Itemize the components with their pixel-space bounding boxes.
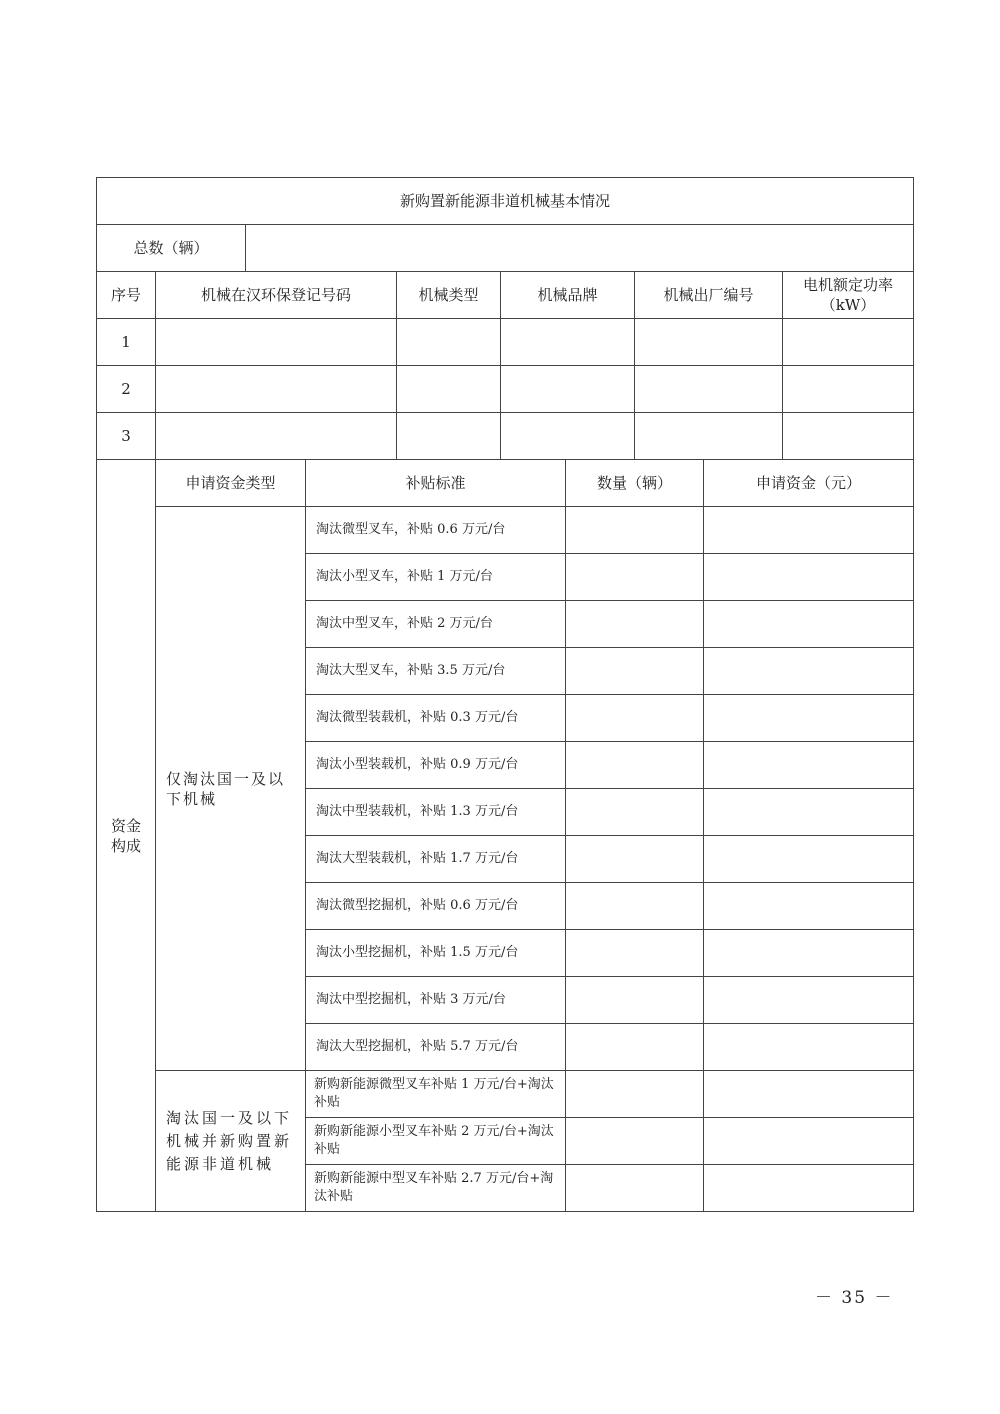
quantity-cell[interactable] <box>566 930 704 977</box>
reg-number-cell[interactable] <box>156 319 397 366</box>
subsidy-text: 新购新能源小型叉车补贴 2 万元/台+淘汰补贴 <box>314 1124 554 1157</box>
amount-cell[interactable] <box>704 742 914 789</box>
amount-cell[interactable] <box>704 930 914 977</box>
total-label: 总数（辆） <box>97 225 246 272</box>
header-index: 序号 <box>97 272 156 319</box>
group2-text: 淘汰国一及以下机械并新购置新能源非道机械 <box>166 1108 293 1173</box>
subsidy-standard <box>306 1165 566 1212</box>
table-row <box>97 319 914 366</box>
quantity-cell[interactable] <box>566 883 704 930</box>
subsidy-standard: 淘汰中型叉车，补贴 2 万元/台 <box>306 601 566 648</box>
power-cell[interactable] <box>783 366 914 413</box>
serial-cell[interactable] <box>635 319 783 366</box>
brand-cell[interactable] <box>501 319 635 366</box>
row-index: 3 <box>97 413 156 460</box>
brand-cell[interactable] <box>501 413 635 460</box>
fund-label-text: 资金构成 <box>110 816 141 855</box>
subsidy-standard: 淘汰微型装载机，补贴 0.3 万元/台 <box>306 695 566 742</box>
amount-cell[interactable] <box>704 1024 914 1071</box>
subsidy-standard: 淘汰小型挖掘机，补贴 1.5 万元/台 <box>306 930 566 977</box>
quantity-cell[interactable] <box>566 977 704 1024</box>
table-title: 新购置新能源非道机械基本情况 <box>97 178 914 225</box>
type-cell[interactable] <box>397 413 501 460</box>
quantity-cell[interactable] <box>566 554 704 601</box>
serial-cell[interactable] <box>635 366 783 413</box>
quantity-cell[interactable] <box>566 1165 704 1212</box>
amount-cell[interactable] <box>704 883 914 930</box>
subsidy-standard <box>306 1071 566 1118</box>
amount-cell[interactable] <box>704 1165 914 1212</box>
subsidy-standard <box>306 1118 566 1165</box>
subsidy-standard: 淘汰小型装载机，补贴 0.9 万元/台 <box>306 742 566 789</box>
amount-cell[interactable] <box>704 507 914 554</box>
quantity-cell[interactable] <box>566 1024 704 1071</box>
type-cell[interactable] <box>397 319 501 366</box>
brand-cell[interactable] <box>501 366 635 413</box>
amount-cell[interactable] <box>704 601 914 648</box>
reg-number-cell[interactable] <box>156 366 397 413</box>
row-index: 1 <box>97 319 156 366</box>
subsidy-text: 新购新能源中型叉车补贴 2.7 万元/台+淘汰补贴 <box>314 1171 554 1204</box>
amount-cell[interactable] <box>704 554 914 601</box>
amount-cell[interactable] <box>704 789 914 836</box>
subsidy-standard: 淘汰中型挖掘机，补贴 3 万元/台 <box>306 977 566 1024</box>
application-form-table <box>96 177 914 1212</box>
quantity-cell[interactable] <box>566 648 704 695</box>
type-cell[interactable] <box>397 366 501 413</box>
row-index: 2 <box>97 366 156 413</box>
amount-cell[interactable] <box>704 1071 914 1118</box>
group1-text: 仅淘汰国一及以下机械 <box>166 769 286 808</box>
header-amount: 申请资金（元） <box>704 460 914 507</box>
table-row <box>97 1071 914 1118</box>
page-number: － 35 － <box>815 1288 894 1308</box>
amount-cell[interactable] <box>704 695 914 742</box>
quantity-cell[interactable] <box>566 695 704 742</box>
power-cell[interactable] <box>783 413 914 460</box>
reg-number-cell[interactable] <box>156 413 397 460</box>
table-row <box>97 413 914 460</box>
table-row <box>97 507 914 554</box>
amount-cell[interactable] <box>704 1118 914 1165</box>
subsidy-standard: 淘汰大型装载机，补贴 1.7 万元/台 <box>306 836 566 883</box>
group-eliminate-only <box>156 507 306 1071</box>
quantity-cell[interactable] <box>566 601 704 648</box>
subsidy-standard: 淘汰微型叉车，补贴 0.6 万元/台 <box>306 507 566 554</box>
header-type: 机械类型 <box>397 272 501 319</box>
quantity-cell[interactable] <box>566 789 704 836</box>
amount-cell[interactable] <box>704 648 914 695</box>
subsidy-text: 新购新能源微型叉车补贴 1 万元/台+淘汰补贴 <box>314 1077 554 1110</box>
header-power-unit: （kW） <box>820 296 876 314</box>
subsidy-standard: 淘汰中型装载机，补贴 1.3 万元/台 <box>306 789 566 836</box>
header-quantity: 数量（辆） <box>566 460 704 507</box>
total-input[interactable] <box>246 225 914 272</box>
fund-section-label <box>97 460 156 1212</box>
serial-cell[interactable] <box>635 413 783 460</box>
subsidy-standard: 淘汰小型叉车，补贴 1 万元/台 <box>306 554 566 601</box>
group-eliminate-and-purchase <box>156 1071 306 1212</box>
quantity-cell[interactable] <box>566 742 704 789</box>
header-brand: 机械品牌 <box>501 272 635 319</box>
quantity-cell[interactable] <box>566 507 704 554</box>
header-power-label: 电机额定功率 <box>803 276 894 294</box>
header-fund-type: 申请资金类型 <box>156 460 306 507</box>
power-cell[interactable] <box>783 319 914 366</box>
amount-cell[interactable] <box>704 836 914 883</box>
quantity-cell[interactable] <box>566 1071 704 1118</box>
amount-cell[interactable] <box>704 977 914 1024</box>
header-serial: 机械出厂编号 <box>635 272 783 319</box>
quantity-cell[interactable] <box>566 1118 704 1165</box>
header-power <box>783 272 914 319</box>
quantity-cell[interactable] <box>566 836 704 883</box>
header-reg-number: 机械在汉环保登记号码 <box>156 272 397 319</box>
table-row <box>97 366 914 413</box>
subsidy-standard: 淘汰大型挖掘机，补贴 5.7 万元/台 <box>306 1024 566 1071</box>
subsidy-standard: 淘汰大型叉车，补贴 3.5 万元/台 <box>306 648 566 695</box>
header-standard: 补贴标准 <box>306 460 566 507</box>
subsidy-standard: 淘汰微型挖掘机，补贴 0.6 万元/台 <box>306 883 566 930</box>
